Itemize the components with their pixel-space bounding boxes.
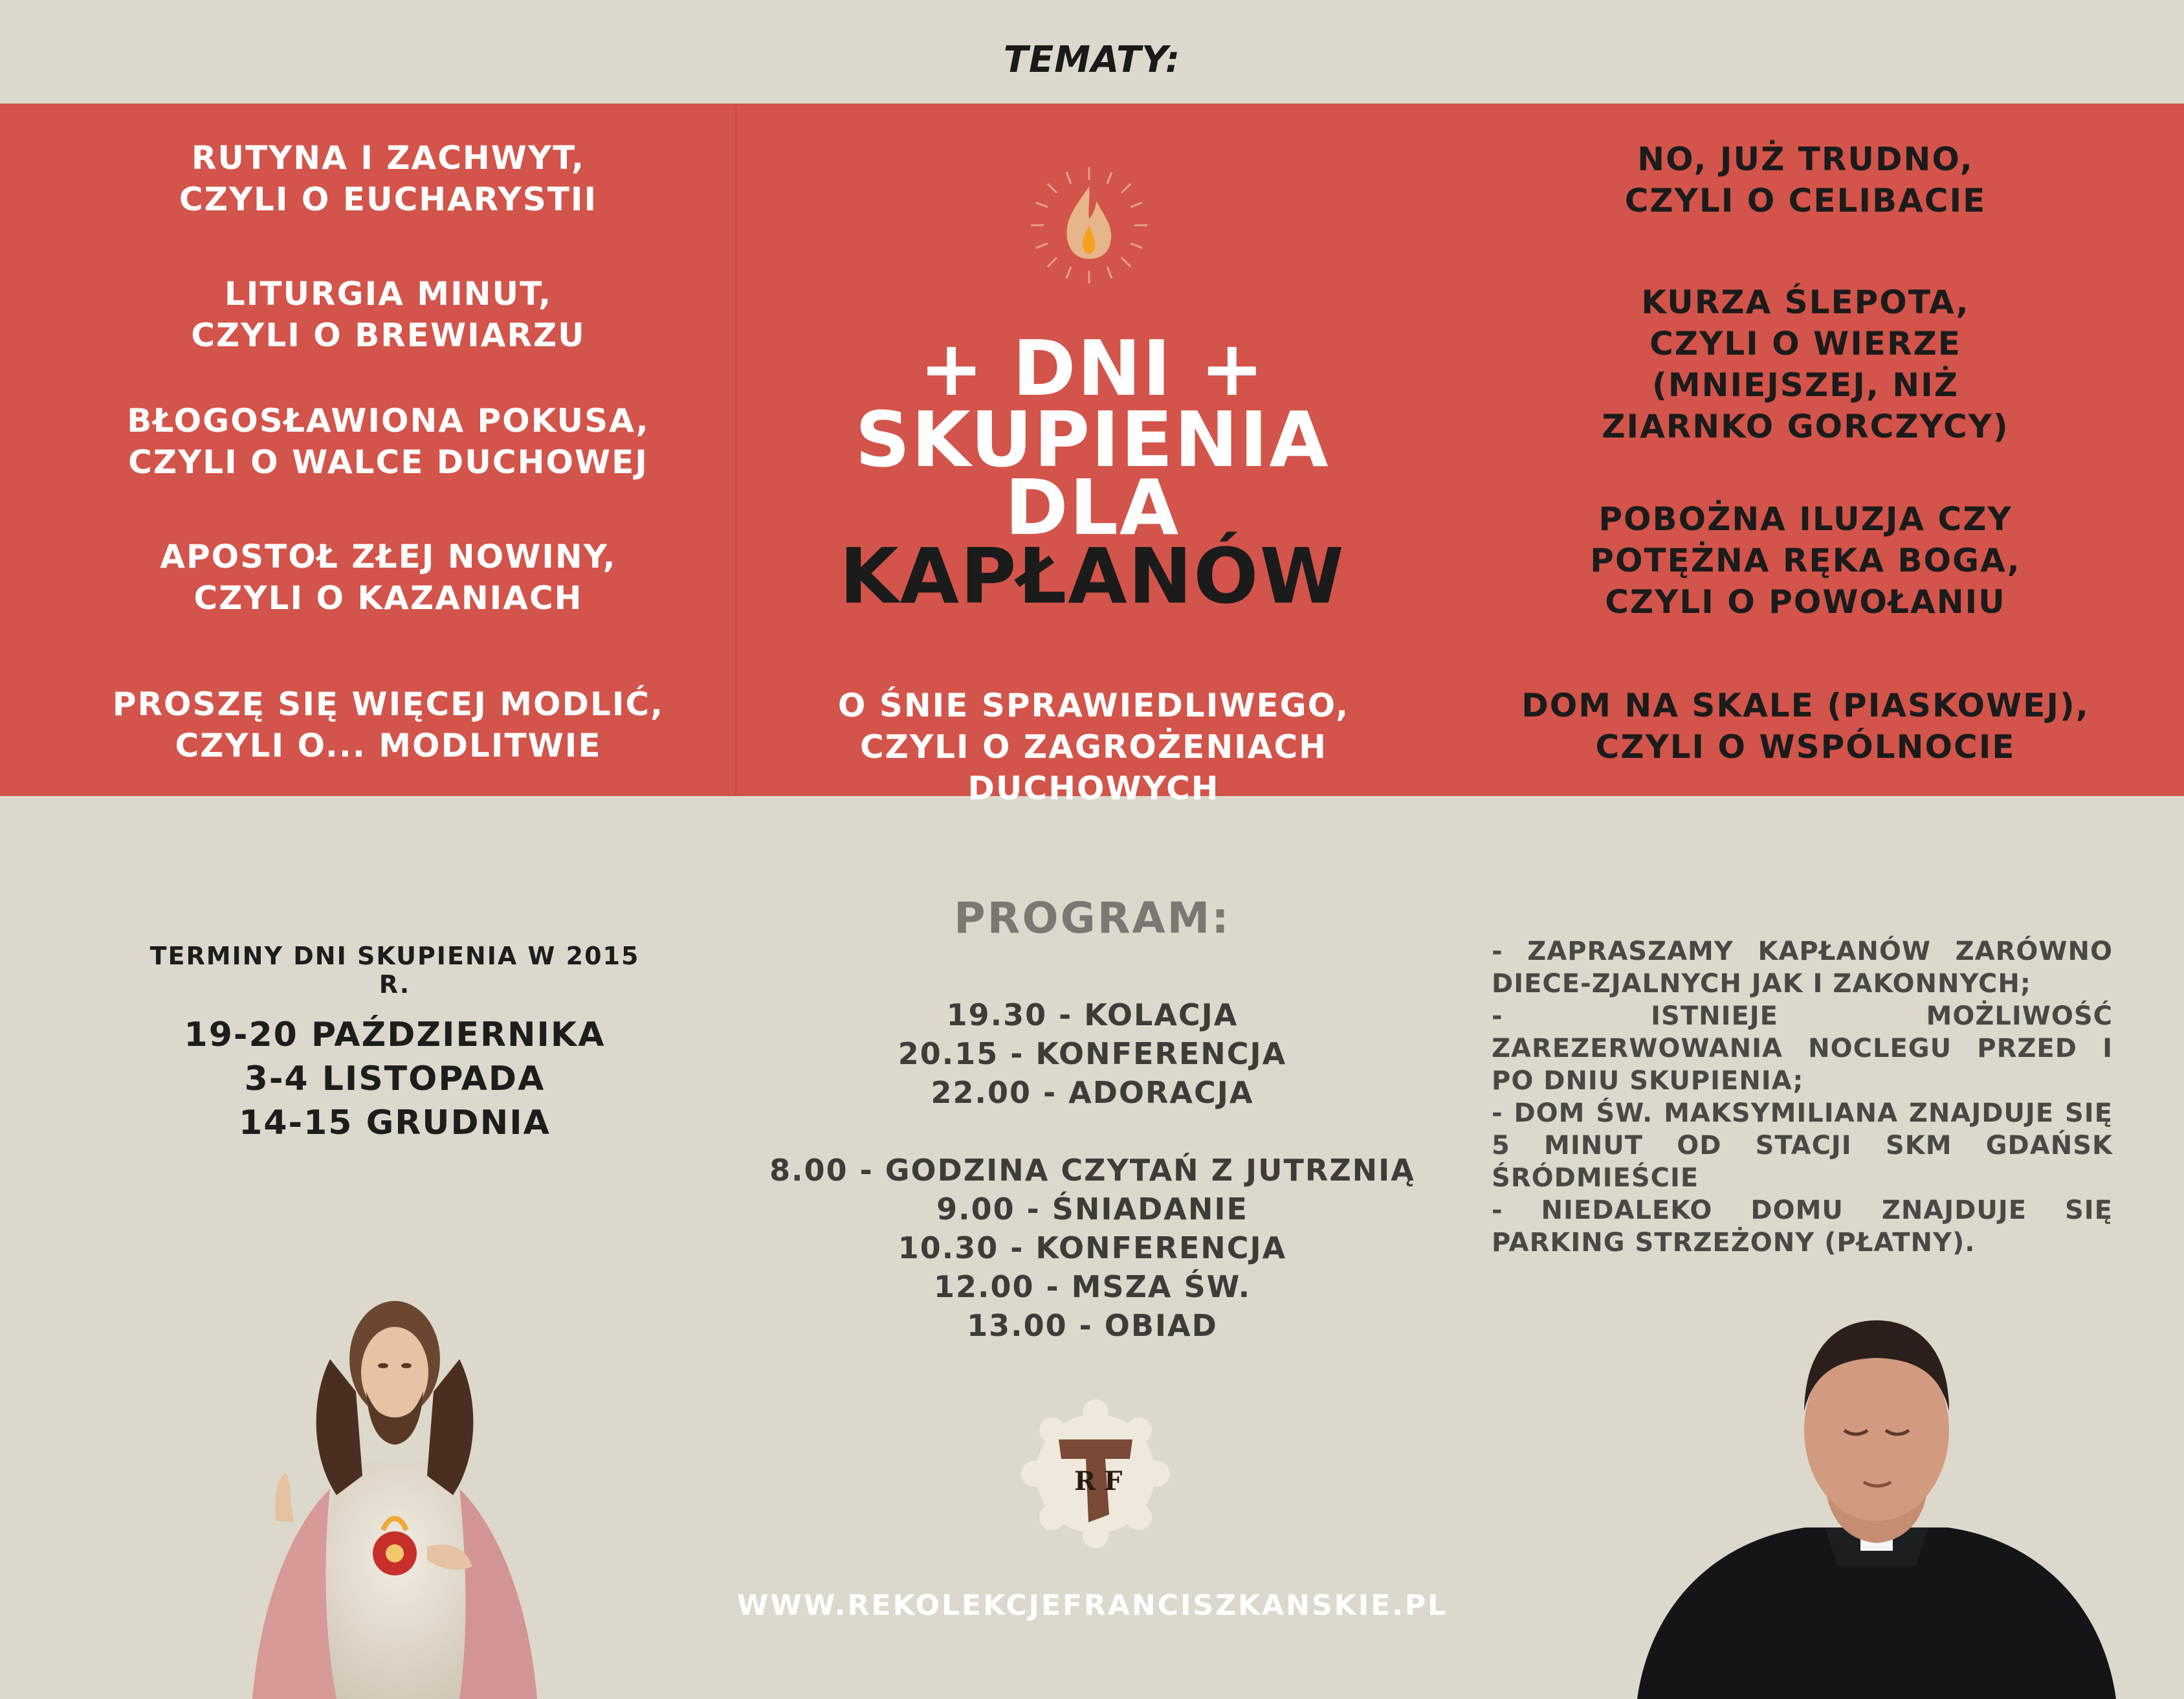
logo-letter-f: F xyxy=(1104,1466,1123,1496)
program-item: 19.30 - KOLACJA xyxy=(946,997,1239,1032)
topic-modlitwa: PROSZĘ SIĘ WIĘCEJ MODLIĆ, CZYLI O... MODLITWIE xyxy=(112,685,665,764)
logo-letter-r: R xyxy=(1074,1466,1096,1496)
title-line-kaplanow: KAPŁANÓW xyxy=(839,531,1345,621)
topic-powolanie: POBOŻNA ILUZJA CZY POTĘŻNA RĘKA BOGA, CZYLI O POWOŁANIU xyxy=(1590,500,2021,621)
program-item: 20.15 - KONFERENCJA xyxy=(898,1036,1287,1071)
info-note: - ISTNIEJE MOŻLIWOŚĆ ZAREZERWOWANIA NOCLEGU PRZED I PO DNIU SKUPIENIA; xyxy=(1492,1001,2113,1096)
date-item: 19-20 PAŹDZIERNIKA xyxy=(184,1016,606,1054)
section-title-tematy: TEMATY: xyxy=(1003,39,1181,81)
flame-icon xyxy=(1024,161,1154,290)
program-item: 8.00 - GODZINA CZYTAŃ Z JUTRZNIĄ xyxy=(769,1153,1415,1188)
date-item: 3-4 LISTOPADA xyxy=(244,1060,546,1098)
topic-eucharystia: RUTYNA I ZACHWYT, CZYLI O EUCHARYSTII xyxy=(179,139,598,218)
dates-list xyxy=(129,1013,660,1145)
info-note: - DOM ŚW. MAKSYMILIANA ZNAJDUJE SIĘ 5 MINUT OD STACJI SKM GDAŃSK ŚRÓDMIEŚCIE xyxy=(1492,1098,2113,1193)
topic-walka-duchowa: BŁOGOSŁAWIONA POKUSA, CZYLI O WALCE DUCHOWEJ xyxy=(127,402,650,481)
info-note: - NIEDALEKO DOMU ZNAJDUJE SIĘ PARKING STRZEŻONY (PŁATNY). xyxy=(1492,1195,2113,1258)
date-item: 14-15 GRUDNIA xyxy=(239,1104,551,1142)
program-day2 xyxy=(723,1151,1461,1345)
program-day1 xyxy=(723,995,1461,1112)
sacred-heart-image xyxy=(214,1282,576,1699)
topics-band xyxy=(0,104,2184,807)
topic-zagrozenia: O ŚNIE SPRAWIEDLIWEGO, CZYLI O ZAGROŻENIACH DUCHOWYCH xyxy=(837,687,1350,807)
topic-wiara: KURZA ŚLEPOTA, CZYLI O WIERZE (MNIEJSZEJ, NIŻ ZIARNKO GORCZYCY) xyxy=(1602,283,2009,445)
program-item: 13.00 - OBIAD xyxy=(967,1308,1218,1343)
website-link[interactable]: WWW.REKOLEKCJEFRANCISZKANSKIE.PL xyxy=(736,1589,1448,1622)
dates-label: TERMINY DNI SKUPIENIA W 2015 R. xyxy=(149,942,640,999)
program-item: 9.00 - ŚNIADANIE xyxy=(936,1192,1248,1227)
title-line-dni: + DNI + xyxy=(919,324,1266,413)
topic-wspolnota: DOM NA SKALE (PIASKOWEJ), CZYLI O WSPÓLNOCIE xyxy=(1521,687,2090,766)
tau-cross-logo xyxy=(1021,1399,1170,1548)
program-heading: PROGRAM: xyxy=(954,893,1231,943)
topic-kazania: APOSTOŁ ZŁEJ NOWINY, CZYLI O KAZANIACH xyxy=(160,538,617,617)
priest-photo xyxy=(1611,1282,2142,1699)
info-note: - ZAPRASZAMY KAPŁANÓW ZARÓWNO DIECE-ZJALNYCH JAK I ZAKONNYCH; xyxy=(1492,937,2113,999)
program-item: 22.00 - ADORACJA xyxy=(931,1075,1254,1110)
title-line-dla: DLA xyxy=(1004,463,1180,552)
program-item: 12.00 - MSZA ŚW. xyxy=(933,1269,1252,1304)
info-notes xyxy=(1492,935,2113,1259)
topic-brewiarz: LITURGIA MINUT, CZYLI O BREWIARZU xyxy=(191,275,586,354)
program-item: 10.30 - KONFERENCJA xyxy=(898,1230,1287,1265)
title-line-skupienia: SKUPIENIA xyxy=(855,395,1330,484)
topic-celibat: NO, JUŻ TRUDNO, CZYLI O CELIBACIE xyxy=(1624,140,1987,219)
